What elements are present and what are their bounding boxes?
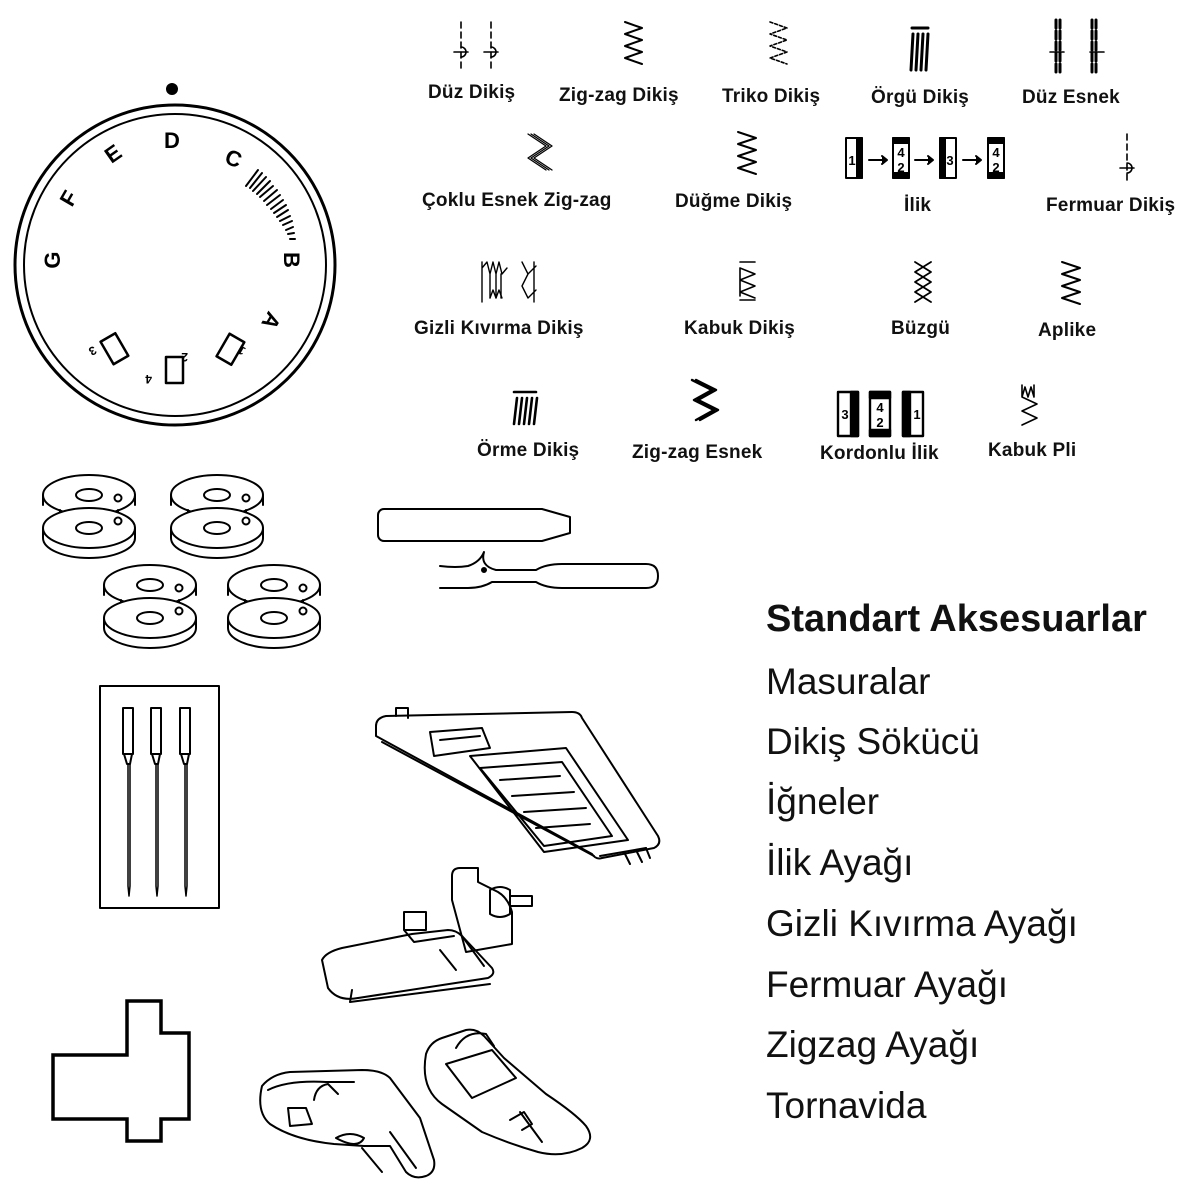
bobbin-icon bbox=[43, 475, 135, 558]
stitch-label-buttonhole: İlik bbox=[904, 195, 932, 216]
stitch-label-knitted: Örme Dikiş bbox=[477, 440, 580, 461]
dial-letter-b: B bbox=[279, 252, 304, 268]
needle-pack bbox=[100, 686, 219, 908]
accessory-bobbins: Masuralar bbox=[766, 661, 931, 702]
accessory-zigzag-foot: Zigzag Ayağı bbox=[766, 1024, 980, 1065]
straight-stitch-icon bbox=[454, 22, 498, 72]
needles-illustration bbox=[100, 686, 219, 908]
buttonhole-step-2b: 2 bbox=[992, 160, 1000, 175]
multi-stretch-zigzag-icon bbox=[528, 134, 552, 170]
stitch-label-smocking: Büzgü bbox=[891, 318, 951, 339]
shell-pleat-icon bbox=[1022, 385, 1037, 425]
buttonhole-step-2: 2 bbox=[897, 160, 905, 175]
bobbin-icon bbox=[171, 475, 263, 558]
knitted-stitch-icon bbox=[514, 392, 537, 424]
stitch-icons bbox=[454, 20, 1134, 436]
stitch-label-button-sewing: Düğme Dikiş bbox=[675, 191, 793, 212]
needle-icon bbox=[151, 708, 161, 896]
accessory-blind-hem-foot: Gizli Kıvırma Ayağı bbox=[766, 903, 1078, 944]
dial-letter-f: F bbox=[54, 186, 83, 211]
knit-stitch-icon bbox=[911, 28, 928, 70]
stitch-label-applique: Aplike bbox=[1038, 320, 1097, 341]
zigzag-foot-illustration bbox=[260, 1070, 434, 1177]
zipper-foot-illustration bbox=[425, 1030, 590, 1155]
zigzag-stitch-icon bbox=[625, 22, 642, 64]
pattern-dial bbox=[15, 83, 335, 425]
zigzag-stretch-icon bbox=[692, 380, 718, 420]
bobbins-illustration bbox=[43, 475, 320, 648]
dial-buttonhole-marks bbox=[86, 333, 248, 386]
seam-ripper-illustration bbox=[378, 509, 658, 588]
stitch-label-shell-pleat: Kabuk Pli bbox=[988, 440, 1077, 461]
seam-ripper-tool bbox=[440, 552, 658, 588]
bobbin-icon bbox=[104, 565, 196, 648]
buttonhole-step-4b: 4 bbox=[992, 145, 1000, 160]
corded-step-3: 3 bbox=[841, 407, 849, 422]
stitch-label-blind-hem: Gizli Kıvırma Dikiş bbox=[414, 318, 584, 339]
accessory-buttonhole-foot: İlik Ayağı bbox=[766, 842, 914, 883]
buttonhole-step-4: 4 bbox=[897, 145, 905, 160]
stitch-label-tricot: Triko Dikiş bbox=[722, 86, 821, 107]
stitch-label-straight: Düz Dikiş bbox=[428, 82, 516, 103]
zipper-stitch-icon bbox=[1120, 134, 1134, 184]
stitch-label-corded-buttonhole: Kordonlu İlik bbox=[820, 443, 939, 464]
stitch-label-straight-stretch: Düz Esnek bbox=[1022, 87, 1120, 108]
stitch-label-zipper: Fermuar Dikiş bbox=[1046, 195, 1176, 216]
accessory-zipper-foot: Fermuar Ayağı bbox=[766, 964, 1008, 1005]
dial-letter-g: G bbox=[40, 251, 65, 269]
dial-stitch-length-scale bbox=[246, 170, 295, 239]
corded-step-1: 1 bbox=[913, 407, 921, 422]
dial-number-2: 2 bbox=[181, 350, 188, 364]
shell-stitch-icon bbox=[740, 262, 755, 300]
dial-letter-d: D bbox=[164, 128, 180, 153]
accessories-title: Standart Aksesuarlar bbox=[766, 598, 1147, 640]
accessory-needles: İğneler bbox=[766, 781, 880, 822]
needle-icon bbox=[123, 708, 133, 896]
bobbin-icon bbox=[228, 565, 320, 648]
dial-number-4: 4 bbox=[145, 372, 152, 386]
accessory-screwdriver: Tornavida bbox=[766, 1085, 927, 1126]
dial-letter-a: A bbox=[256, 307, 287, 334]
straight-stretch-icon bbox=[1050, 20, 1104, 72]
needle-icon bbox=[180, 708, 190, 896]
accessory-seam-ripper: Dikiş Sökücü bbox=[766, 721, 980, 762]
buttonhole-foot-illustration bbox=[376, 708, 659, 864]
dial-number-1: 1 bbox=[235, 342, 248, 359]
dial-letter-c: C bbox=[221, 144, 246, 174]
dial-number-3: 3 bbox=[86, 343, 99, 359]
blind-hem-icon bbox=[482, 262, 536, 302]
applique-icon bbox=[1062, 262, 1080, 304]
stitch-label-zigzag: Zig-zag Dikiş bbox=[559, 85, 679, 106]
dial-letters bbox=[40, 128, 304, 334]
stitch-label-zigzag-stretch: Zig-zag Esnek bbox=[632, 442, 763, 463]
stitch-label-knit: Örgü Dikiş bbox=[871, 87, 970, 108]
corded-step-4: 4 bbox=[876, 400, 884, 415]
buttonhole-step-3: 3 bbox=[946, 153, 954, 168]
buttonhole-sequence-icon bbox=[846, 138, 1004, 178]
corded-buttonhole-icon bbox=[838, 392, 923, 436]
seam-ripper-cap bbox=[378, 509, 570, 541]
blind-hem-foot-illustration bbox=[322, 868, 532, 1002]
screwdriver-illustration bbox=[53, 1001, 189, 1141]
button-sewing-icon bbox=[738, 132, 756, 174]
tricot-stitch-icon bbox=[770, 22, 787, 64]
smocking-icon bbox=[915, 262, 931, 302]
stitch-label-multi-stretch-zigzag: Çoklu Esnek Zig-zag bbox=[422, 190, 612, 211]
dial-indicator-dot bbox=[166, 83, 178, 95]
buttonhole-step-1: 1 bbox=[848, 153, 856, 168]
corded-step-2: 2 bbox=[876, 415, 884, 430]
stitch-label-shell: Kabuk Dikiş bbox=[684, 318, 795, 339]
dial-letter-e: E bbox=[99, 139, 127, 169]
